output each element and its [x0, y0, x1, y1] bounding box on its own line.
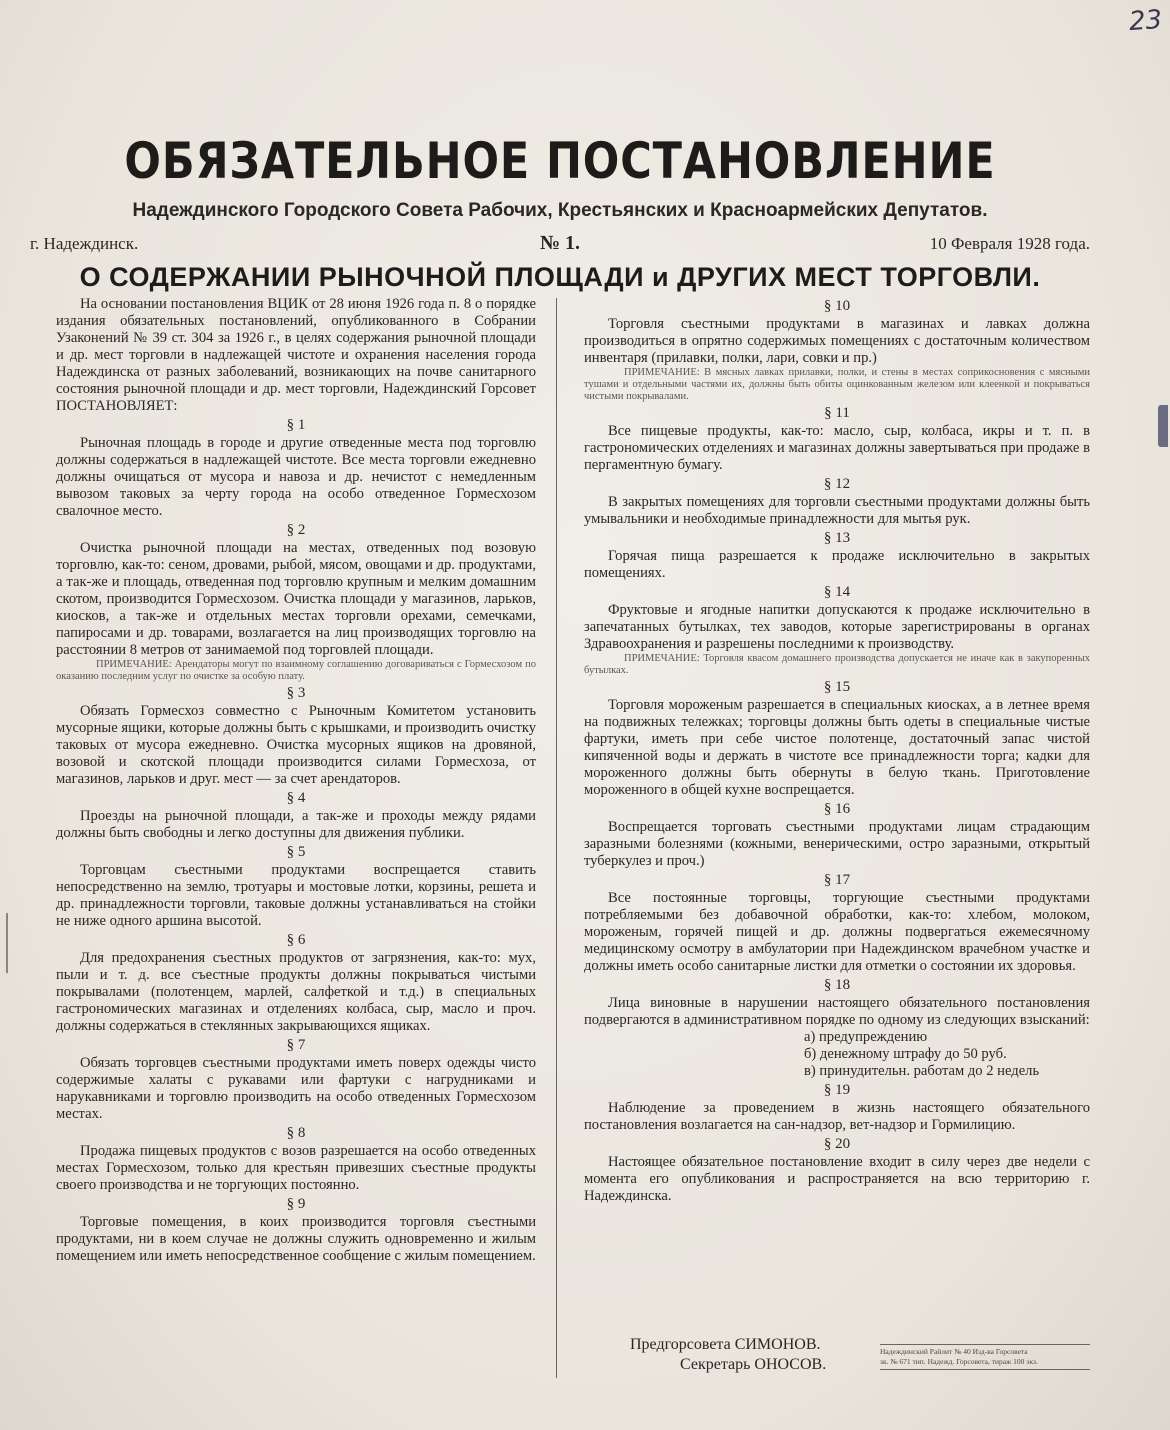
imprint-line-1: Надеждинский Райлит № 40 Изд-ва Горсовета — [880, 1347, 1028, 1356]
section-18-label: § 18 — [823, 977, 851, 993]
section-9-text: Торговые помещения, в коих производится торговля съестными продуктами, ни в коем случае не должны служить одновременно и жилым помещением или иметь непосредственное сообщение с жилым помещением. — [56, 1214, 536, 1264]
penalty-item: б) денежному штрафу до 50 руб. — [804, 1046, 1007, 1062]
section-14-text: Фруктовые и ягодные напитки допускаются к продаже исключительно в запечатанных бутылках, тех заводов, которые зарегистрированы в органах Здравоохранения и разрешены последними к производству. — [584, 602, 1090, 652]
signature-block — [630, 1335, 826, 1375]
section-3-text: Обязать Гормесхоз совместно с Рыночным Комитетом установить мусорные ящики, которые должны быть с крышками, и производить очистку таковых от мусора ежедневно. Очистка мусорных ящиков на дровяной, возовой и скотской площади производится силами Гормесхоза, от магазинов, ларьков и друг. мест — за счет арендаторов. — [56, 703, 536, 787]
decree-date: 10 Февраля 1928 года. — [929, 234, 1090, 253]
section-8-label: § 8 — [286, 1125, 306, 1141]
printer-imprint — [880, 1344, 1090, 1370]
section-20-label: § 20 — [823, 1136, 851, 1152]
section-7-label: § 7 — [286, 1037, 306, 1053]
section-17-label: § 17 — [823, 872, 851, 888]
chairman-signature: Предгорсовета СИМОНОВ. — [630, 1336, 821, 1353]
section-19-text: Наблюдение за проведением в жизнь настоящего обязательного постановления возлагается на сан-надзор, вет-надзор и Гормилицию. — [584, 1100, 1090, 1133]
section-16-text: Воспрещается торговать съестными продуктами лицам страдающим заразными болезнями (кожными, венерическими, остро заразными, открытый туберкулез и проч.) — [584, 819, 1090, 869]
preamble: На основании постановления ВЦИК от 28 июня 1926 года п. 8 о порядке издания обязательных постановлений, опубликованного в Собрании Узаконений № 39 ст. 304 за 1926 г., в целях содержания рыночной площади и др. мест торговли в надлежащей чистоте и охранения населения города Надеждинска от разных заболеваний, возникающих на почве санитарного состояния рыночной площади и др. мест торговли, Надеждинский Горсовет ПОСТАНОВЛЯЕТ: — [56, 296, 536, 414]
section-4-label: § 4 — [286, 790, 306, 806]
decree-subject: О СОДЕРЖАНИИ РЫНОЧНОЙ ПЛОЩАДИ и ДРУГИХ МЕСТ ТОРГОВЛИ. — [79, 262, 1041, 292]
left-column — [56, 296, 536, 1265]
section-20-text: Настоящее обязательное постановление входит в силу через две недели с момента его опубликования и распространяется на всю территорию г. Надеждинска. — [584, 1154, 1090, 1204]
section-12-text: В закрытых помещениях для торговли съестными продуктами должны быть умывальники и необходимые принадлежности для мытья рук. — [584, 494, 1090, 527]
penalty-item: в) принудительн. работам до 2 недель — [804, 1063, 1040, 1079]
penalty-item: а) предупреждению — [804, 1029, 928, 1045]
section-17-text: Все постоянные торговцы, торгующие съестными продуктами потребляемыми без добавочной обработки, как-то: хлебом, молоком, мороженым, горячей пищей и др. должны подвергаться ежемесячному медицинскому осмотру в амбулатории при Надеждинском врачебном участке и должны иметь особо санитарные листки для отметки о состоянии их здоровья. — [584, 890, 1090, 974]
imprint-line-2: зк. № 671 тип. Надежд. Горсовета, тираж 100 экз. — [880, 1357, 1038, 1366]
document-title: ОБЯЗАТЕЛЬНОЕ ПОСТАНОВЛЕНИЕ — [124, 132, 996, 190]
section-14-label: § 14 — [823, 584, 851, 600]
section-11-text: Все пищевые продукты, как-то: масло, сыр, колбаса, икры и т. п. в гастрономических отделениях и магазинах должны завертываться при продаже в пергаментную бумагу. — [584, 423, 1090, 473]
section-12-label: § 12 — [823, 476, 851, 492]
column-divider — [556, 298, 557, 1378]
section-4-text: Проезды на рыночной площади, а так-же и проходы между рядами должны быть свободны и легко доступны для движения публики. — [56, 808, 536, 841]
edge-tab-mark — [1158, 405, 1168, 447]
section-2-label: § 2 — [286, 522, 306, 538]
section-5-text: Торговцам съестными продуктами воспрещается ставить непосредственно на землю, тротуары и мостовые лотки, корзины, решета и др. принадлежности торговли, таковые должны устанавливаться на стойки не ниже одного аршина высотой. — [56, 862, 536, 929]
section-1-label: § 1 — [286, 417, 306, 433]
council-name: Надеждинского Городского Совета Рабочих, Крестьянских и Красноармейских Депутатов. — [132, 200, 988, 221]
secretary-signature: Секретарь ОНОСОВ. — [680, 1356, 827, 1373]
section-19-label: § 19 — [823, 1082, 851, 1098]
section-6-label: § 6 — [286, 932, 306, 948]
section-10-note: ПРИМЕЧАНИЕ: В мясных лавках прилавки, полки, и стены в местах соприкосновения с мясными тушами и отдельными частями их, должны быть обиты оцинкованным железом или клеенкой и покрываться чистыми покрывалами. — [584, 367, 1090, 402]
archive-number: 23 — [1127, 4, 1164, 38]
section-14-note: ПРИМЕЧАНИЕ: Торговля квасом домашнего производства допускается не иначе как в закупоренных бутылках. — [584, 653, 1090, 676]
decree-number: № 1. — [539, 232, 581, 254]
section-10-label: § 10 — [823, 298, 851, 314]
section-6-text: Для предохранения съестных продуктов от загрязнения, как-то: мух, пыли и т. д. все съестные продукты должны покрываться чистыми покрывалами (полотенцем, марлей, салфеткой и т.д.) в специальных гастрономических магазинах и отделениях колбаса, сыр, масло и проч. должны содержаться в стеклянных закрывающихся ящиках. — [56, 950, 536, 1034]
meta-row — [30, 234, 1090, 260]
right-column — [584, 296, 1090, 1205]
section-15-label: § 15 — [823, 679, 851, 695]
section-3-label: § 3 — [286, 685, 306, 701]
section-15-text: Торговля мороженым разрешается в специальных киосках, а в летнее время на подвижных тележках; торговцы должны быть одеты в специальные чистые фартуки, иметь при себе чистое полотенце, достаточный запас чистой кипяченной воды и держать в чистоте все принадлежности торга; кадки для мороженного должны быть обернуты в белую ткань. Приготовление мороженного в общей кухне воспрещается. — [584, 697, 1090, 798]
section-13-label: § 13 — [823, 530, 851, 546]
section-2-note: ПРИМЕЧАНИЕ: Арендаторы могут по взаимному соглашению договариваться с Гормесхозом по оказанию последним услуг по очистке за особую плату. — [56, 659, 536, 682]
penalty-list — [584, 1029, 1090, 1080]
section-18-text: Лица виновные в нарушении настоящего обязательного постановления подвергаются в административном порядке по одному из следующих взысканий: — [584, 995, 1090, 1028]
city: г. Надеждинск. — [30, 234, 139, 253]
section-8-text: Продажа пищевых продуктов с возов разрешается на особо отведенных местах Гормесхозом, только для крестьян привезших съестные продукты своего производства и не торгующих постоянно. — [56, 1143, 536, 1193]
section-2-text: Очистка рыночной площади на местах, отведенных под возовую торговлю, как-то: сеном, дровами, рыбой, мясом, овощами и др. продуктами, а так-же и площадь, отведенная под торговлю крупным и мелким домашним скотом, производится Гормесхозом. Очистка площади у магазинов, ларьков, киосков, а так-же и отдельных местах торговли орехами, семечками, папиросами и др. товарами, возлагается на лиц производящих торговлю на расстоянии 8 метров от занимаемой под торговлей площади. — [56, 540, 536, 658]
section-1-text: Рыночная площадь в городе и другие отведенные места под торговлю должны содержаться в надлежащей чистоте. Все места торговли ежедневно должны очищаться от мусора и навоза и др. нечистот с немедленным вывозом таковых за черту города на особо отведенное Гормесхозом свалочное место. — [56, 435, 536, 519]
section-16-label: § 16 — [823, 801, 851, 817]
section-10-text: Торговля съестными продуктами в магазинах и лавках должна производиться в опрятно содержимых помещениях с достаточным количеством инвентаря (прилавки, полки, лари, совки и пр.) — [584, 316, 1090, 366]
section-5-label: § 5 — [286, 844, 306, 860]
section-9-label: § 9 — [286, 1196, 306, 1212]
section-7-text: Обязать торговцев съестными продуктами иметь поверх одежды чисто содержимые халаты с рукавами или фартуки с нагрудниками и нарукавниками и торговлю производить на особо отведенных Гормесхозом местах. — [56, 1055, 536, 1122]
section-13-text: Горячая пища разрешается к продаже исключительно в закрытых помещениях. — [584, 548, 1090, 581]
margin-pencil-mark — [6, 911, 14, 974]
section-11-label: § 11 — [824, 405, 850, 421]
